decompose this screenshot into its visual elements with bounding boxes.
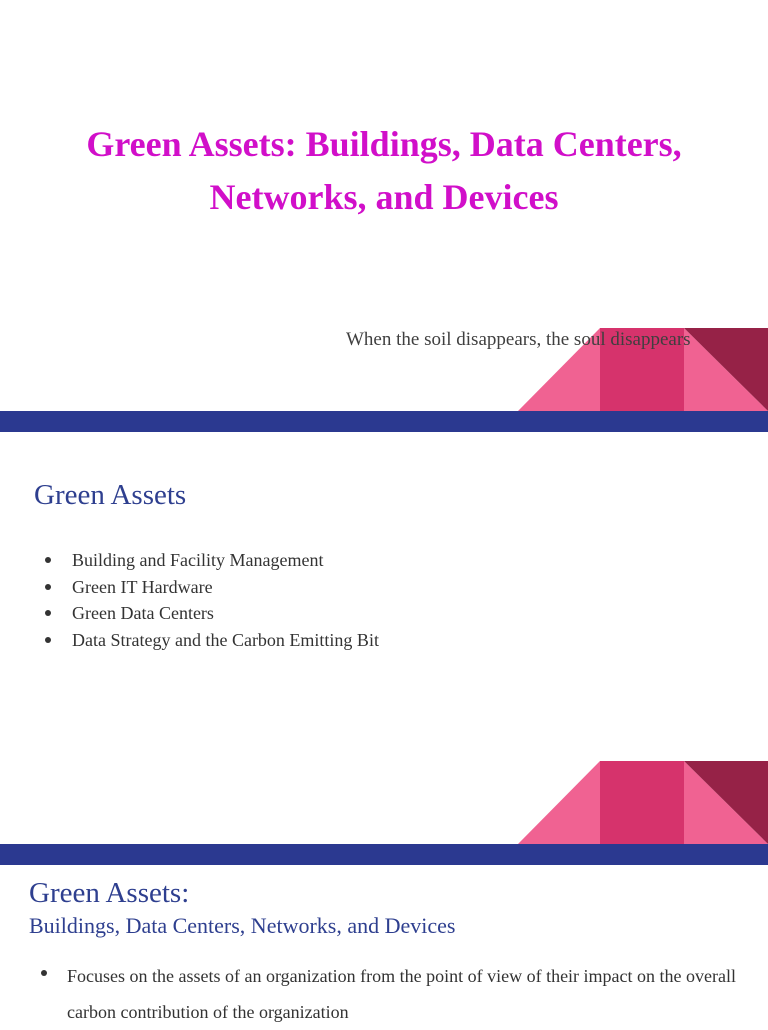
- bullet-item: Data Strategy and the Carbon Emitting Bit: [44, 627, 379, 654]
- content-bullet: [40, 958, 740, 1030]
- deco-left-triangle: [518, 761, 600, 844]
- bullet-dot-icon: [41, 970, 47, 976]
- bullet-item: Green IT Hardware: [44, 574, 379, 601]
- content-bullet-text: Focuses on the assets of an organization from the point of view of their impact on the overall carbon contribution of the organization: [67, 966, 736, 1022]
- title-slide: [0, 0, 768, 432]
- corner-decoration: [518, 761, 768, 844]
- content-heading: Green Assets:: [29, 877, 190, 909]
- bottom-band: [0, 844, 768, 865]
- content-subheading: Buildings, Data Centers, Networks, and Devices: [29, 913, 456, 938]
- bullet-item: Green Data Centers: [44, 600, 379, 627]
- slide-subtitle: When the soil disappears, the soul disappears: [346, 329, 691, 350]
- section-heading: Green Assets: [34, 479, 187, 511]
- deco-middle-block: [600, 761, 684, 844]
- slide-title: Green Assets: Buildings, Data Centers, Networks, and Devices: [86, 124, 682, 217]
- bullet-item: Building and Facility Management: [44, 547, 379, 574]
- bullet-list: [44, 547, 379, 653]
- bottom-band: [0, 411, 768, 432]
